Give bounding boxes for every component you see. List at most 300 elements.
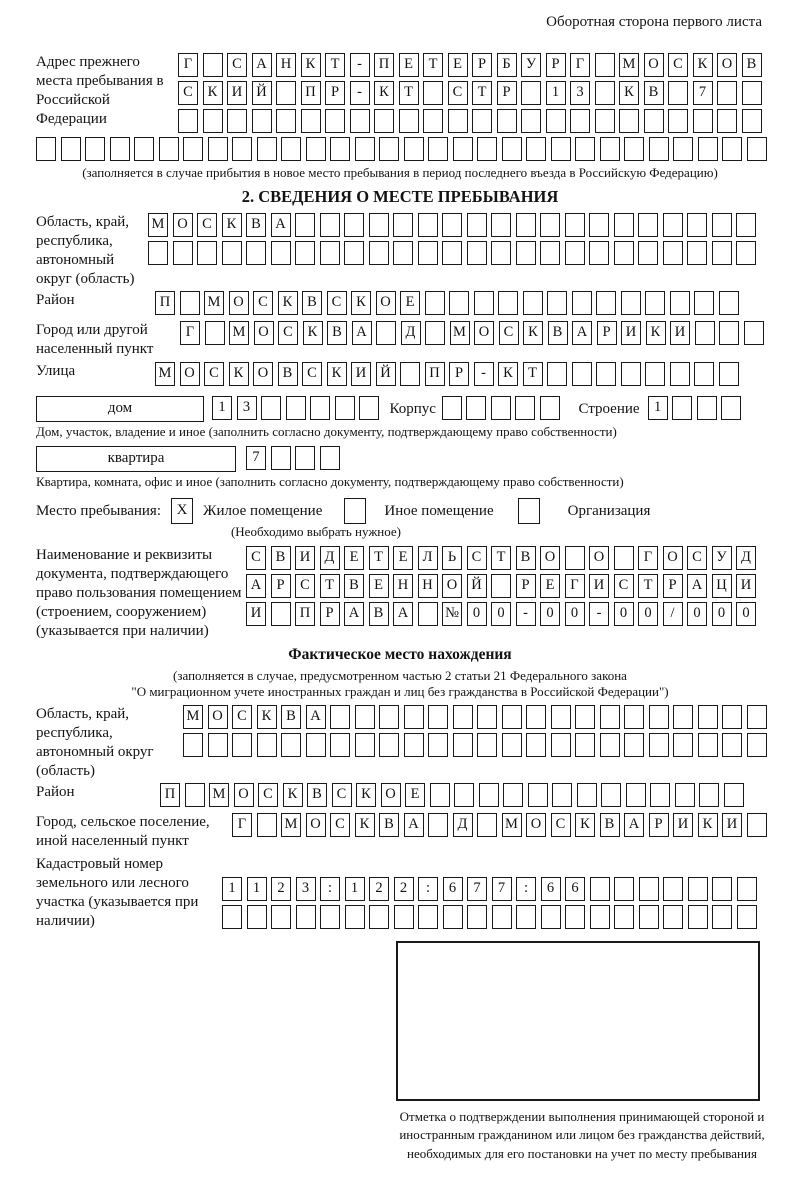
char-box[interactable] (335, 396, 355, 420)
char-box[interactable]: 1 (247, 877, 267, 901)
char-box[interactable]: К (303, 321, 323, 345)
char-box[interactable]: Р (597, 321, 617, 345)
char-box[interactable]: О (254, 321, 274, 345)
char-box[interactable] (570, 109, 590, 133)
char-box[interactable] (369, 905, 389, 929)
char-box[interactable]: - (350, 53, 370, 77)
char-box[interactable]: А (246, 574, 266, 598)
char-box[interactable]: И (227, 81, 247, 105)
char-box[interactable]: Р (663, 574, 683, 598)
char-box[interactable] (271, 905, 291, 929)
char-box[interactable]: К (327, 362, 347, 386)
char-box[interactable] (443, 905, 463, 929)
char-box[interactable] (516, 213, 536, 237)
char-box[interactable] (526, 733, 546, 757)
char-box[interactable]: М (502, 813, 522, 837)
char-box[interactable]: О (180, 362, 200, 386)
char-box[interactable]: И (295, 546, 315, 570)
char-box[interactable]: 7 (693, 81, 713, 105)
char-box[interactable] (596, 362, 616, 386)
char-box[interactable]: В (344, 574, 364, 598)
char-box[interactable] (379, 137, 399, 161)
char-box[interactable] (222, 905, 242, 929)
char-box[interactable] (310, 396, 330, 420)
char-box[interactable]: В (379, 813, 399, 837)
char-box[interactable]: К (257, 705, 277, 729)
char-box[interactable]: К (203, 81, 223, 105)
char-box[interactable]: О (208, 705, 228, 729)
char-box[interactable] (521, 81, 541, 105)
char-box[interactable]: - (474, 362, 494, 386)
char-box[interactable] (699, 783, 719, 807)
char-box[interactable] (491, 396, 511, 420)
char-box[interactable] (359, 396, 379, 420)
char-box[interactable] (369, 241, 389, 265)
char-box[interactable]: 1 (546, 81, 566, 105)
char-box[interactable] (474, 291, 494, 315)
char-box[interactable]: С (499, 321, 519, 345)
char-box[interactable]: К (374, 81, 394, 105)
char-box[interactable] (261, 396, 281, 420)
char-box[interactable]: 0 (467, 602, 487, 626)
char-box[interactable] (624, 137, 644, 161)
char-box[interactable]: В (548, 321, 568, 345)
char-box[interactable] (85, 137, 105, 161)
char-box[interactable] (719, 362, 739, 386)
char-box[interactable] (418, 602, 438, 626)
char-box[interactable] (547, 362, 567, 386)
char-box[interactable] (719, 321, 739, 345)
char-box[interactable]: Г (638, 546, 658, 570)
char-box[interactable] (355, 705, 375, 729)
char-box[interactable] (697, 396, 717, 420)
char-box[interactable]: Р (325, 81, 345, 105)
char-box[interactable] (744, 321, 764, 345)
char-box[interactable]: А (306, 705, 326, 729)
char-box[interactable] (712, 877, 732, 901)
char-box[interactable] (183, 137, 203, 161)
char-box[interactable] (624, 705, 644, 729)
char-box[interactable]: Т (320, 574, 340, 598)
char-box[interactable]: А (271, 213, 291, 237)
char-box[interactable]: 0 (491, 602, 511, 626)
char-box[interactable]: В (302, 291, 322, 315)
char-box[interactable] (614, 213, 634, 237)
char-box[interactable]: Р (271, 574, 291, 598)
char-box[interactable] (551, 137, 571, 161)
char-box[interactable] (528, 783, 548, 807)
char-box[interactable] (712, 213, 732, 237)
char-box[interactable]: О (306, 813, 326, 837)
char-box[interactable] (453, 705, 473, 729)
char-box[interactable] (575, 137, 595, 161)
char-box[interactable] (479, 783, 499, 807)
char-box[interactable] (491, 241, 511, 265)
char-box[interactable]: - (516, 602, 536, 626)
char-box[interactable]: Т (325, 53, 345, 77)
char-box[interactable]: О (644, 53, 664, 77)
char-box[interactable] (355, 733, 375, 757)
char-box[interactable] (575, 733, 595, 757)
char-box[interactable] (621, 362, 641, 386)
char-box[interactable] (301, 109, 321, 133)
char-box[interactable] (374, 109, 394, 133)
char-box[interactable] (551, 705, 571, 729)
char-box[interactable] (673, 137, 693, 161)
char-box[interactable]: М (619, 53, 639, 77)
char-box[interactable]: Д (320, 546, 340, 570)
char-box[interactable]: К (229, 362, 249, 386)
char-box[interactable]: М (450, 321, 470, 345)
char-box[interactable] (379, 733, 399, 757)
char-box[interactable] (430, 783, 450, 807)
char-box[interactable] (491, 213, 511, 237)
char-box[interactable] (477, 705, 497, 729)
checkbox-organization[interactable] (518, 498, 540, 524)
char-box[interactable]: К (693, 53, 713, 77)
char-box[interactable]: Т (369, 546, 389, 570)
char-box[interactable] (540, 213, 560, 237)
char-box[interactable] (246, 241, 266, 265)
char-box[interactable]: К (301, 53, 321, 77)
char-box[interactable] (639, 877, 659, 901)
char-box[interactable]: Е (405, 783, 425, 807)
char-box[interactable] (521, 109, 541, 133)
char-box[interactable]: О (589, 546, 609, 570)
char-box[interactable]: С (232, 705, 252, 729)
char-box[interactable] (159, 137, 179, 161)
char-box[interactable] (596, 291, 616, 315)
char-box[interactable]: П (155, 291, 175, 315)
char-box[interactable]: Т (472, 81, 492, 105)
char-box[interactable]: О (540, 546, 560, 570)
char-box[interactable]: С (197, 213, 217, 237)
char-box[interactable]: В (742, 53, 762, 77)
char-box[interactable] (472, 109, 492, 133)
char-box[interactable]: И (351, 362, 371, 386)
char-box[interactable] (523, 291, 543, 315)
char-box[interactable] (638, 241, 658, 265)
char-box[interactable] (425, 321, 445, 345)
char-box[interactable]: 1 (222, 877, 242, 901)
char-box[interactable] (698, 733, 718, 757)
char-box[interactable] (673, 705, 693, 729)
char-box[interactable]: Р (649, 813, 669, 837)
char-box[interactable]: Н (418, 574, 438, 598)
char-box[interactable]: К (619, 81, 639, 105)
char-box[interactable] (400, 362, 420, 386)
char-box[interactable]: Н (393, 574, 413, 598)
char-box[interactable]: : (516, 877, 536, 901)
char-box[interactable]: О (663, 546, 683, 570)
char-box[interactable]: А (624, 813, 644, 837)
char-box[interactable] (173, 241, 193, 265)
char-box[interactable] (271, 602, 291, 626)
char-box[interactable] (453, 137, 473, 161)
char-box[interactable] (428, 705, 448, 729)
char-box[interactable] (552, 783, 572, 807)
char-box[interactable]: Й (467, 574, 487, 598)
char-box[interactable] (423, 109, 443, 133)
char-box[interactable]: 0 (712, 602, 732, 626)
char-box[interactable] (572, 362, 592, 386)
char-box[interactable]: О (253, 362, 273, 386)
char-box[interactable]: К (283, 783, 303, 807)
char-box[interactable] (742, 109, 762, 133)
char-box[interactable] (281, 137, 301, 161)
char-box[interactable] (418, 241, 438, 265)
char-box[interactable] (516, 905, 536, 929)
char-box[interactable]: Й (252, 81, 272, 105)
char-box[interactable] (695, 321, 715, 345)
char-box[interactable]: В (246, 213, 266, 237)
char-box[interactable] (428, 137, 448, 161)
char-box[interactable] (252, 109, 272, 133)
char-box[interactable] (717, 81, 737, 105)
char-box[interactable]: О (526, 813, 546, 837)
char-box[interactable] (393, 213, 413, 237)
char-box[interactable] (600, 733, 620, 757)
char-box[interactable]: К (278, 291, 298, 315)
char-box[interactable] (404, 733, 424, 757)
char-box[interactable]: С (551, 813, 571, 837)
char-box[interactable]: 0 (614, 602, 634, 626)
char-box[interactable] (442, 241, 462, 265)
char-box[interactable]: Н (276, 53, 296, 77)
char-box[interactable] (344, 213, 364, 237)
char-box[interactable] (668, 109, 688, 133)
char-box[interactable] (492, 905, 512, 929)
char-box[interactable]: К (523, 321, 543, 345)
char-box[interactable] (565, 546, 585, 570)
char-box[interactable] (442, 213, 462, 237)
char-box[interactable] (747, 705, 767, 729)
char-box[interactable]: К (498, 362, 518, 386)
char-box[interactable] (423, 81, 443, 105)
char-box[interactable]: К (222, 213, 242, 237)
char-box[interactable] (577, 783, 597, 807)
char-box[interactable] (271, 446, 291, 470)
char-box[interactable] (614, 877, 634, 901)
char-box[interactable] (306, 137, 326, 161)
char-box[interactable] (712, 905, 732, 929)
char-box[interactable]: У (521, 53, 541, 77)
char-box[interactable]: Й (376, 362, 396, 386)
char-box[interactable] (345, 905, 365, 929)
char-box[interactable] (180, 291, 200, 315)
char-box[interactable] (687, 241, 707, 265)
char-box[interactable] (515, 396, 535, 420)
char-box[interactable]: / (663, 602, 683, 626)
char-box[interactable] (737, 877, 757, 901)
char-box[interactable] (185, 783, 205, 807)
char-box[interactable] (747, 733, 767, 757)
char-box[interactable] (649, 705, 669, 729)
char-box[interactable]: : (418, 877, 438, 901)
char-box[interactable] (183, 733, 203, 757)
char-box[interactable]: У (712, 546, 732, 570)
char-box[interactable]: 0 (565, 602, 585, 626)
char-box[interactable] (442, 396, 462, 420)
char-box[interactable] (425, 291, 445, 315)
char-box[interactable]: Г (180, 321, 200, 345)
char-box[interactable]: А (572, 321, 592, 345)
char-box[interactable]: Е (448, 53, 468, 77)
char-box[interactable]: Е (399, 53, 419, 77)
char-box[interactable] (589, 213, 609, 237)
char-box[interactable]: 1 (345, 877, 365, 901)
char-box[interactable]: А (252, 53, 272, 77)
char-box[interactable] (698, 137, 718, 161)
char-box[interactable] (601, 783, 621, 807)
char-box[interactable] (227, 109, 247, 133)
char-box[interactable] (638, 213, 658, 237)
char-box[interactable] (673, 733, 693, 757)
char-box[interactable] (516, 241, 536, 265)
char-box[interactable] (670, 362, 690, 386)
char-box[interactable]: 7 (492, 877, 512, 901)
char-box[interactable] (325, 109, 345, 133)
char-box[interactable]: В (644, 81, 664, 105)
char-box[interactable]: В (307, 783, 327, 807)
char-box[interactable]: 1 (212, 396, 232, 420)
char-box[interactable]: М (183, 705, 203, 729)
char-box[interactable] (541, 905, 561, 929)
char-box[interactable]: О (173, 213, 193, 237)
char-box[interactable]: 6 (541, 877, 561, 901)
char-box[interactable]: Р (472, 53, 492, 77)
char-box[interactable]: В (278, 362, 298, 386)
char-box[interactable] (650, 783, 670, 807)
char-box[interactable] (502, 705, 522, 729)
char-box[interactable]: Р (497, 81, 517, 105)
char-box[interactable]: О (376, 291, 396, 315)
char-box[interactable] (614, 546, 634, 570)
char-box[interactable] (296, 905, 316, 929)
char-box[interactable]: 7 (246, 446, 266, 470)
char-box[interactable] (672, 396, 692, 420)
char-box[interactable] (547, 291, 567, 315)
char-box[interactable]: 6 (443, 877, 463, 901)
char-box[interactable] (491, 574, 511, 598)
char-box[interactable] (621, 291, 641, 315)
char-box[interactable] (540, 396, 560, 420)
char-box[interactable] (645, 291, 665, 315)
char-box[interactable] (369, 213, 389, 237)
char-box[interactable] (722, 705, 742, 729)
char-box[interactable]: П (160, 783, 180, 807)
char-box[interactable] (467, 241, 487, 265)
char-box[interactable] (742, 81, 762, 105)
char-box[interactable]: Г (570, 53, 590, 77)
char-box[interactable]: И (246, 602, 266, 626)
char-box[interactable]: С (330, 813, 350, 837)
char-box[interactable]: П (295, 602, 315, 626)
char-box[interactable] (393, 241, 413, 265)
char-box[interactable] (178, 109, 198, 133)
char-box[interactable] (286, 396, 306, 420)
char-box[interactable] (590, 877, 610, 901)
char-box[interactable] (295, 213, 315, 237)
char-box[interactable]: В (600, 813, 620, 837)
char-box[interactable] (418, 905, 438, 929)
char-box[interactable] (712, 241, 732, 265)
char-box[interactable]: Р (320, 602, 340, 626)
char-box[interactable]: - (589, 602, 609, 626)
char-box[interactable] (502, 733, 522, 757)
char-box[interactable]: С (614, 574, 634, 598)
char-box[interactable] (344, 241, 364, 265)
char-box[interactable]: Р (449, 362, 469, 386)
char-box[interactable]: К (575, 813, 595, 837)
char-box[interactable] (526, 137, 546, 161)
char-box[interactable]: Т (423, 53, 443, 77)
char-box[interactable] (565, 905, 585, 929)
char-box[interactable]: С (668, 53, 688, 77)
char-box[interactable] (203, 109, 223, 133)
char-box[interactable]: И (621, 321, 641, 345)
char-box[interactable]: Т (399, 81, 419, 105)
char-box[interactable] (257, 733, 277, 757)
char-box[interactable] (693, 109, 713, 133)
char-box[interactable]: 3 (237, 396, 257, 420)
char-box[interactable]: К (355, 813, 375, 837)
char-box[interactable] (350, 109, 370, 133)
char-box[interactable]: Г (232, 813, 252, 837)
char-box[interactable]: Б (497, 53, 517, 77)
char-box[interactable] (330, 705, 350, 729)
char-box[interactable] (320, 213, 340, 237)
char-box[interactable]: Е (393, 546, 413, 570)
char-box[interactable]: Р (546, 53, 566, 77)
char-box[interactable] (448, 109, 468, 133)
char-box[interactable] (595, 81, 615, 105)
char-box[interactable] (295, 446, 315, 470)
char-box[interactable]: Л (418, 546, 438, 570)
char-box[interactable]: С (467, 546, 487, 570)
char-box[interactable] (497, 109, 517, 133)
char-box[interactable] (477, 733, 497, 757)
char-box[interactable]: Е (540, 574, 560, 598)
char-box[interactable]: С (327, 291, 347, 315)
char-box[interactable] (575, 705, 595, 729)
char-box[interactable]: С (258, 783, 278, 807)
char-box[interactable]: С (687, 546, 707, 570)
char-box[interactable]: К (351, 291, 371, 315)
char-box[interactable]: В (281, 705, 301, 729)
char-box[interactable]: А (687, 574, 707, 598)
char-box[interactable] (619, 109, 639, 133)
char-box[interactable] (526, 705, 546, 729)
char-box[interactable] (399, 109, 419, 133)
char-box[interactable]: Т (523, 362, 543, 386)
char-box[interactable]: О (381, 783, 401, 807)
char-box[interactable] (663, 213, 683, 237)
char-box[interactable]: Т (638, 574, 658, 598)
char-box[interactable]: С (253, 291, 273, 315)
char-box[interactable] (645, 362, 665, 386)
char-box[interactable] (355, 137, 375, 161)
char-box[interactable]: 0 (736, 602, 756, 626)
char-box[interactable] (722, 733, 742, 757)
char-box[interactable]: 2 (369, 877, 389, 901)
char-box[interactable] (281, 733, 301, 757)
char-box[interactable]: 2 (394, 877, 414, 901)
char-box[interactable] (546, 109, 566, 133)
char-box[interactable]: Ь (442, 546, 462, 570)
char-box[interactable] (590, 905, 610, 929)
char-box[interactable] (203, 53, 223, 77)
